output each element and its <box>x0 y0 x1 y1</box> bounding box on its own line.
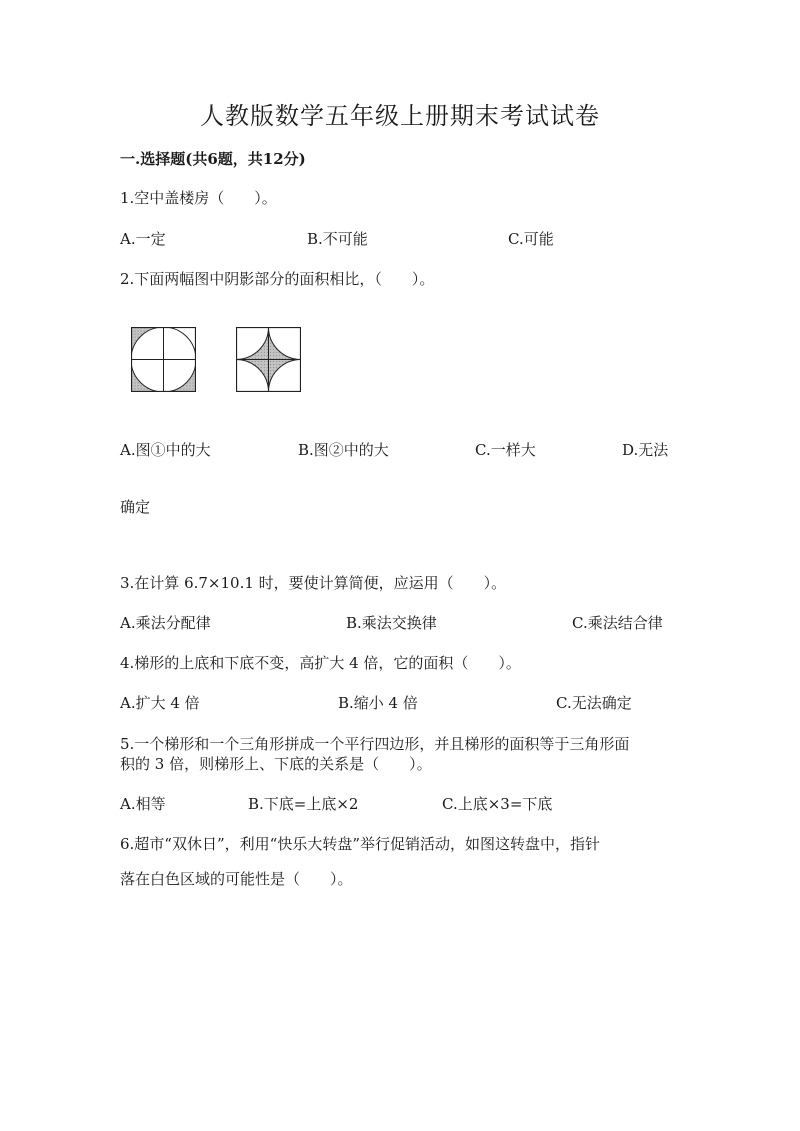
section-heading: 一.选择题(共6题，共12分) <box>120 150 306 168</box>
figure-1-arc-top-right <box>164 327 197 360</box>
question-4-option-a[interactable]: A.扩大 4 倍 <box>120 694 200 712</box>
question-4-stem: 4.梯形的上底和下底不变，高扩大 4 倍，它的面积（ ）。 <box>120 654 521 672</box>
question-5-option-c[interactable]: C.上底×3=下底 <box>442 795 553 813</box>
page-title: 人教版数学五年级上册期末考试试卷 <box>200 102 600 130</box>
question-6-stem-line-1: 6.超市“双休日”，利用“快乐大转盘”举行促销活动，如图这转盘中，指针 <box>120 835 600 853</box>
question-1-option-b[interactable]: B.不可能 <box>307 230 368 248</box>
question-2-option-a[interactable]: A.图①中的大 <box>120 441 211 459</box>
question-5-stem-line-2: 积的 3 倍，则梯形上、下底的关系是（ ）。 <box>120 755 432 773</box>
figure-1-shade-bottom-right <box>164 360 197 393</box>
question-3-option-a[interactable]: A.乘法分配律 <box>120 614 211 632</box>
question-3-stem: 3.在计算 6.7×10.1 时，要使计算简便，应运用（ ）。 <box>120 574 507 592</box>
question-3-option-b[interactable]: B.乘法交换律 <box>346 614 437 632</box>
question-5-option-b[interactable]: B.下底=上底×2 <box>248 795 359 813</box>
question-2-option-d[interactable]: D.无法 <box>622 441 669 459</box>
question-1-stem: 1.空中盖楼房（ ）。 <box>120 189 277 207</box>
figure-2-star <box>236 327 301 392</box>
figure-1-shade-bottom-left <box>131 360 164 393</box>
question-5-option-a[interactable]: A.相等 <box>120 795 166 813</box>
question-3-option-c[interactable]: C.乘法结合律 <box>572 614 663 632</box>
question-2-option-c[interactable]: C.一样大 <box>475 441 536 459</box>
question-4-option-b[interactable]: B.缩小 4 倍 <box>338 694 418 712</box>
question-2-option-b[interactable]: B.图②中的大 <box>298 441 389 459</box>
figure-1-pinwheel <box>131 327 196 392</box>
question-1-option-a[interactable]: A.一定 <box>120 230 166 248</box>
question-2-stem: 2.下面两幅图中阴影部分的面积相比，（ ）。 <box>120 270 435 288</box>
question-6-stem-line-2: 落在白色区域的可能性是（ ）。 <box>120 870 353 888</box>
question-1-option-c[interactable]: C.可能 <box>508 230 554 248</box>
question-5-stem-line-1: 5.一个梯形和一个三角形拼成一个平行四边形，并且梯形的面积等于三角形面 <box>120 735 630 753</box>
question-2-option-d-wrap: 确定 <box>120 498 151 516</box>
figure-1-shade-top-left <box>131 327 164 360</box>
question-4-option-c[interactable]: C.无法确定 <box>556 694 632 712</box>
